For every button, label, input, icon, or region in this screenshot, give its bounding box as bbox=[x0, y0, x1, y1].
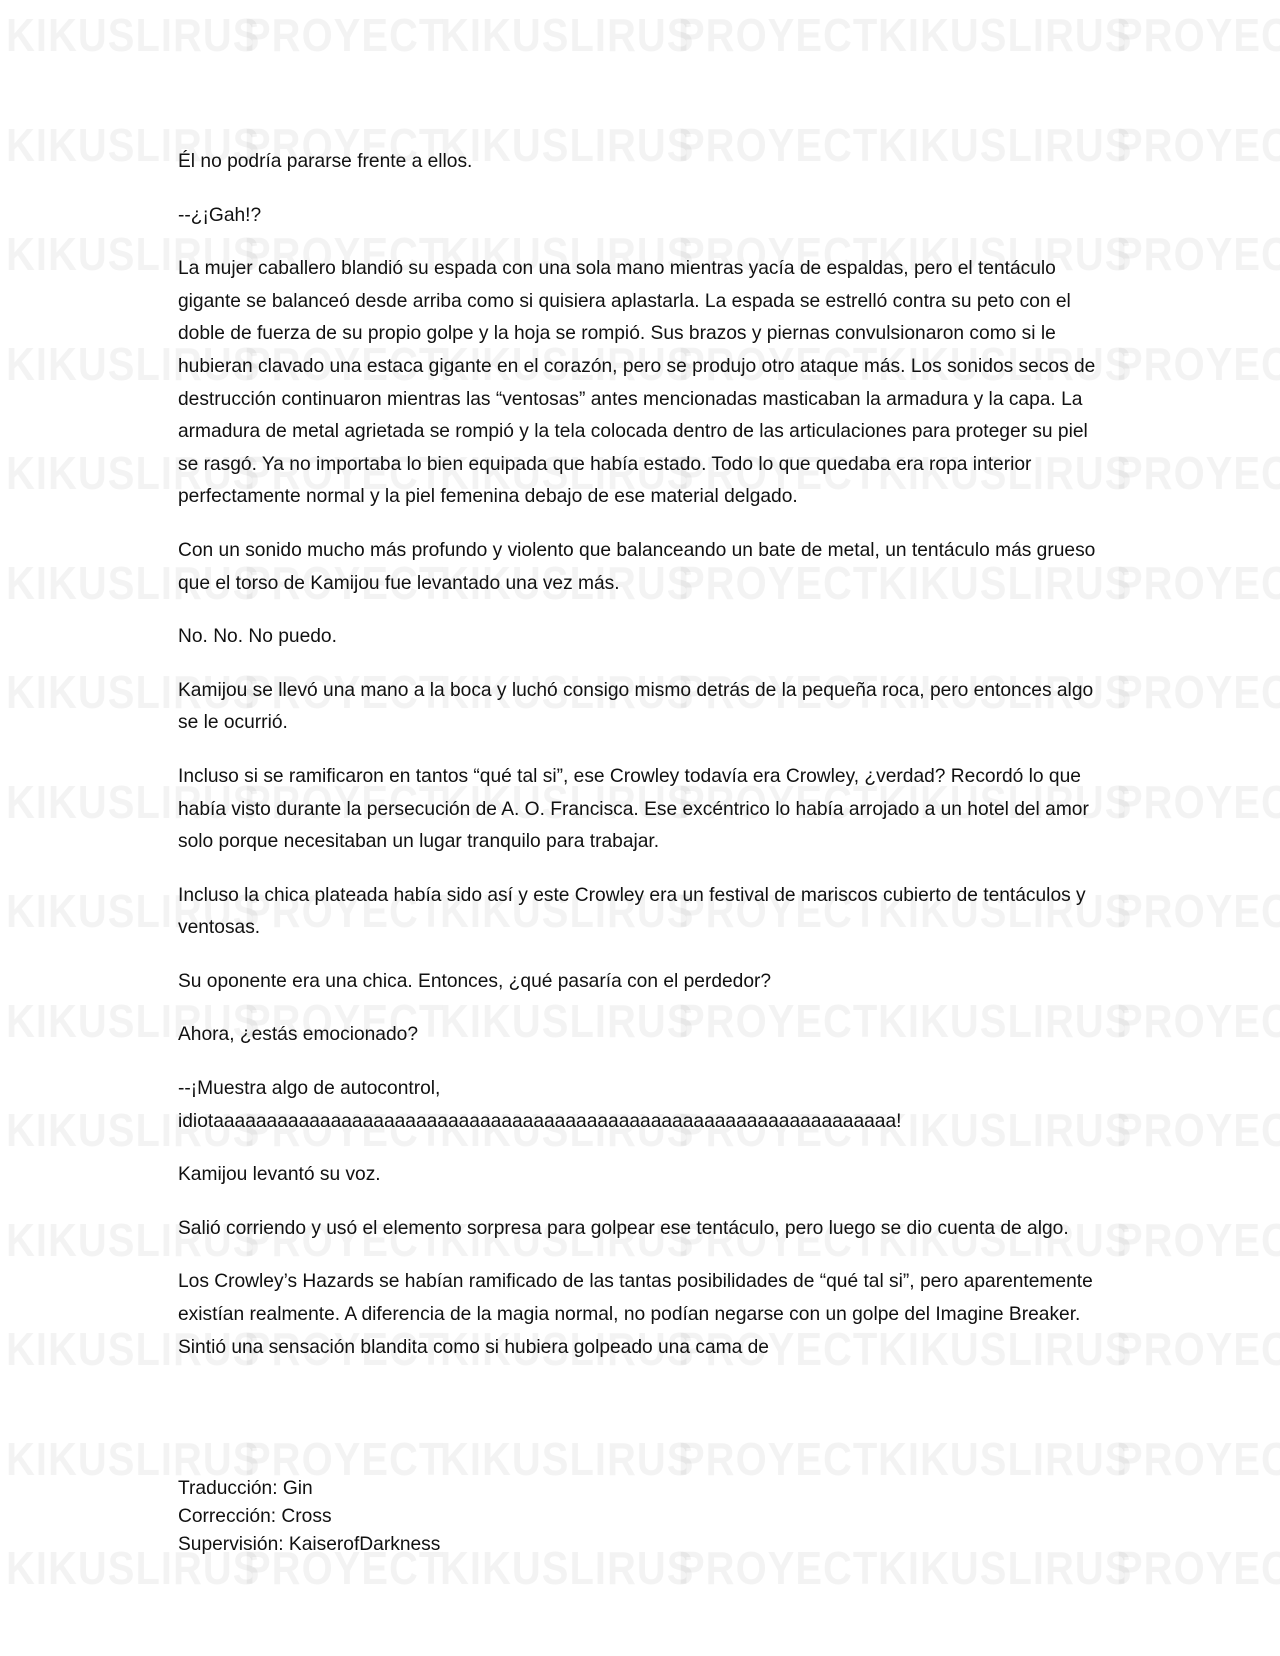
paragraph: Ahora, ¿estás emocionado? bbox=[178, 1024, 418, 1046]
paragraph: Salió corriendo y usó el elemento sorpresa para golpear ese tentáculo, pero luego se dio cuenta de algo. bbox=[178, 1217, 1069, 1239]
paragraph: Kamijou se llevó una mano a la boca y luchó consigo mismo detrás de la pequeña roca, pero entonces algo se le ocurrió. bbox=[178, 679, 1094, 734]
paragraph: Él no podría pararse frente a ellos. bbox=[178, 151, 473, 172]
watermark-text bbox=[1116, 230, 1280, 282]
paragraph: --¿¡Gah!? bbox=[178, 204, 262, 226]
document-body bbox=[178, 146, 1108, 1385]
watermark-text bbox=[1116, 1434, 1280, 1486]
watermark-text bbox=[878, 11, 1132, 63]
paragraph: Incluso la chica plateada había sido así y este Crowley era un festival de mariscos cubierto de tentáculos y ventosas. bbox=[178, 884, 1086, 939]
watermark-text bbox=[1116, 777, 1280, 829]
credits-block bbox=[178, 1475, 1108, 1559]
credit-supervision: Supervisión: KaiserofDarkness bbox=[178, 1534, 441, 1555]
watermark-text bbox=[1116, 449, 1280, 501]
watermark-text bbox=[678, 11, 878, 63]
paragraph: --¡Muestra algo de autocontrol, idiotaaaaaaaaaaaaaaaaaaaaaaaaaaaaaaaaaaaaaaaaaaaaaaaaaaaaaaaaaaaaaaaa! bbox=[178, 1078, 902, 1132]
paragraph: Incluso si se ramificaron en tantos “qué tal si”, ese Crowley todavía era Crowley, ¿verdad? Recordó lo que había visto durante la persecución de A. O. Francisca. Ese excéntrico lo había arrojado a un hotel del amor solo porque necesitaban un lugar tranquilo para trabajar. bbox=[178, 765, 1089, 853]
paragraph: Los Crowley’s Hazards se habían ramificado de las tantas posibilidades de “qué tal si”, pero aparentemente existían realmente. A diferencia de la magia normal, no podían negarse con un golpe del Imagine Breaker. Sintió una sensación blandita como si hubiera golpeado una cama de bbox=[178, 1271, 1093, 1358]
watermark-text bbox=[244, 11, 444, 63]
watermark-text bbox=[1116, 668, 1280, 720]
watermark-text bbox=[1116, 558, 1280, 610]
watermark-text bbox=[1116, 339, 1280, 391]
watermark-text bbox=[1116, 11, 1280, 63]
paragraph: Con un sonido mucho más profundo y violento que balanceando un bate de metal, un tentáculo más grueso que el torso de Kamijou fue levantado una vez más. bbox=[178, 539, 1096, 594]
watermark-text bbox=[1116, 1544, 1280, 1596]
watermark-text bbox=[1116, 1106, 1280, 1158]
paragraph: La mujer caballero blandió su espada con una sola mano mientras yacía de espaldas, pero el tentáculo gigante se balanceó desde arriba como si quisiera aplastarla. La espada se estrelló contra su peto con el doble de fuerza de su propio golpe y la hoja se rompió. Sus brazos y piernas convulsionaron como si le hubieran clavado una estaca gigante en el corazón, pero se produjo otro ataque más. Los sonidos secos de destrucción continuaron mientras las “ventosas” antes mencionadas masticaban la armadura y la capa. La armadura de metal agrietada se rompió y la tela colocada dentro de las articulaciones para proteger su piel se rasgó. Ya no importaba lo bien equipada que había estado. Todo lo que quedaba era ropa interior perfectamente normal y la piel femenina debajo de ese material delgado. bbox=[178, 258, 1096, 508]
watermark-text bbox=[1116, 887, 1280, 939]
watermark-text bbox=[1116, 120, 1280, 172]
watermark-row bbox=[0, 14, 1280, 74]
paragraph: No. No. No puedo. bbox=[178, 626, 337, 648]
credit-translation: Traducción: Gin bbox=[178, 1478, 313, 1499]
paragraph: Su oponente era una chica. Entonces, ¿qué pasaría con el perdedor? bbox=[178, 970, 772, 992]
watermark-text bbox=[1116, 1325, 1280, 1377]
watermark-text bbox=[440, 11, 694, 63]
watermark-text bbox=[1116, 996, 1280, 1048]
paragraph: Kamijou levantó su voz. bbox=[178, 1164, 381, 1186]
credit-correction: Corrección: Cross bbox=[178, 1506, 332, 1527]
watermark-text bbox=[6, 11, 260, 63]
watermark-text bbox=[1116, 1215, 1280, 1267]
